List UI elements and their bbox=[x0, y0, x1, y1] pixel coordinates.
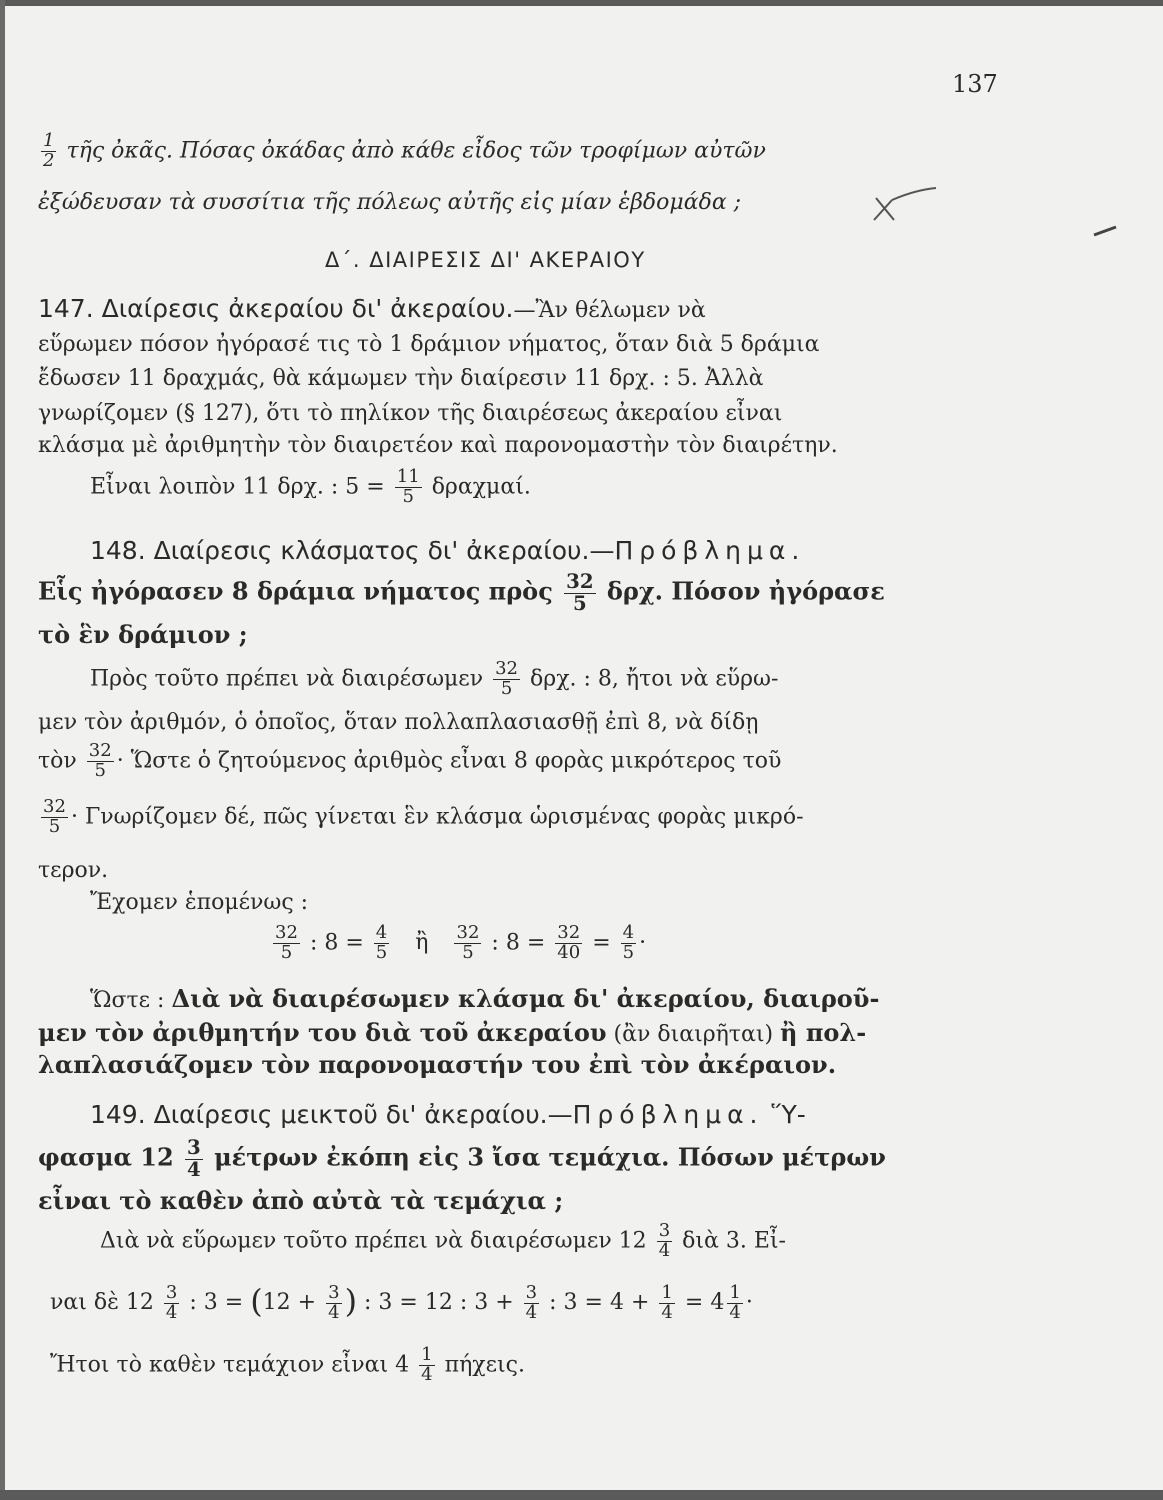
rule-text: μεν τὸν ἀριθμητήν του διὰ τοῦ ἀκεραίου bbox=[38, 1018, 607, 1047]
fraction bbox=[524, 1281, 539, 1323]
s149-problem-line-2: εἶναι τὸ καθὲν ἀπὸ αὐτὰ τὰ τεμάχια ; bbox=[38, 1186, 564, 1215]
fraction-denominator: 5 bbox=[395, 487, 422, 507]
fraction-numerator: 4 bbox=[375, 922, 388, 943]
s148-problem-line-2: τὸ ἓν δράμιον ; bbox=[38, 620, 248, 649]
text: μέτρων ἐκόπη εἰς 3 ἴσα τεμάχια. Πόσων μέτρων bbox=[214, 1142, 886, 1172]
s147-line-3: ἔδωσεν 11 δραχμάς, θὰ κάμωμεν τὴν διαίρεσιν 11 δρχ. : 5. Ἀλλὰ bbox=[38, 366, 764, 391]
text: : 8 = bbox=[309, 930, 364, 956]
text: ἢ bbox=[415, 930, 429, 956]
fraction-numerator: 3 bbox=[165, 1281, 178, 1303]
rule-line-3: λαπλασιάζομεν τὸν παρονομαστήν του ἐπὶ τὸν ἀκέραιον. bbox=[38, 1050, 837, 1079]
s148-line-p2: μεν τὸν ἀριθμόν, ὁ ὁποῖος, ὅταν πολλαπλασιασθῇ ἐπὶ 8, νὰ δίδῃ bbox=[38, 710, 759, 735]
fraction bbox=[454, 924, 481, 963]
fraction-denominator: 5 bbox=[622, 941, 635, 963]
fraction-numerator: 32 bbox=[495, 658, 519, 679]
fraction-denominator: 4 bbox=[187, 1157, 201, 1181]
text: τὸν bbox=[38, 748, 77, 774]
s148-line-p6: Ἔχομεν ἑπομένως : bbox=[90, 890, 309, 915]
fraction-denominator: 5 bbox=[454, 943, 481, 963]
s148-title: 148. Διαίρεσις κλάσματος δι' ἀκεραίου. bbox=[90, 536, 590, 565]
fraction bbox=[41, 132, 56, 171]
fraction bbox=[419, 1346, 434, 1385]
fraction bbox=[564, 572, 595, 614]
text: · bbox=[639, 930, 647, 956]
fraction bbox=[657, 1222, 672, 1261]
page-number: 137 bbox=[952, 70, 998, 98]
fraction-denominator: 4 bbox=[328, 1301, 340, 1323]
text: τῆς ὀκᾶς. Πόσας ὀκάδας ἀπὸ κάθε εἶδος τῶν τροφίμων αὐτῶν bbox=[66, 138, 766, 164]
rule-text: ἢ πολ- bbox=[780, 1018, 867, 1047]
section-heading: Δ΄. ΔΙΑΙΡΕΣΙΣ ΔΙ' ΑΚΕΡΑΙΟΥ bbox=[325, 248, 646, 272]
fraction bbox=[326, 1281, 341, 1323]
problem-label: Πρόβλημα. bbox=[572, 1100, 764, 1129]
s149-line-p1 bbox=[100, 1222, 786, 1261]
fraction bbox=[87, 742, 114, 781]
s147-line-4: γνωρίζομεν (§ 127), ὅτι τὸ πηλίκον τῆς διαιρέσεως ἀκεραίου εἶναι bbox=[38, 401, 783, 426]
fraction bbox=[374, 924, 389, 963]
text: : 8 = bbox=[491, 930, 546, 956]
handwritten-check-mark bbox=[870, 186, 940, 226]
fraction-numerator: 32 bbox=[456, 922, 480, 943]
top-line-1 bbox=[38, 132, 766, 171]
text: : 3 = 12 : 3 + bbox=[364, 1290, 514, 1315]
equation bbox=[270, 924, 646, 963]
s148-line-1: 148. Διαίρεσις κλάσματος δι' ἀκεραίου.—Πρόβλημα. bbox=[90, 536, 806, 565]
fraction-numerator: 32 bbox=[275, 922, 298, 943]
text: · Ὥστε ὁ ζητούμενος ἀριθμὸς εἶναι 8 φορὰς μικρότερος τοῦ bbox=[116, 748, 782, 774]
fraction-denominator: 40 bbox=[557, 941, 581, 963]
text: δρχ. Πόσον ἠγόρασε bbox=[606, 576, 885, 606]
fraction-denominator: 5 bbox=[273, 943, 300, 963]
paren-close: ) bbox=[344, 1282, 358, 1320]
fraction-numerator: 32 bbox=[566, 570, 594, 593]
fraction-numerator: 1 bbox=[421, 1344, 433, 1365]
s147-text: —Ἂν θέλωμεν νὰ bbox=[513, 298, 706, 323]
text: · bbox=[745, 1290, 753, 1315]
fraction bbox=[41, 798, 68, 837]
s149-line-1: 149. Διαίρεσις μεικτοῦ δι' ἀκεραίου.—Πρόβλημα. Ὕ- bbox=[90, 1100, 806, 1129]
text: διὰ 3. Εἶ- bbox=[682, 1228, 786, 1254]
text: (ἂν διαιρῆται) bbox=[613, 1022, 774, 1047]
s149-line-p3 bbox=[50, 1346, 525, 1385]
fraction-denominator: 4 bbox=[658, 1239, 671, 1261]
fraction-denominator: 5 bbox=[41, 817, 68, 837]
text: Πρὸς τοῦτο πρέπει νὰ διαιρέσωμεν bbox=[90, 666, 484, 692]
text: φασμα 12 bbox=[38, 1142, 174, 1172]
fraction-denominator: 4 bbox=[729, 1301, 741, 1323]
paren-open: ( bbox=[250, 1282, 263, 1320]
fraction bbox=[395, 468, 422, 507]
text: Διὰ νὰ εὕρωμεν τοῦτο πρέπει νὰ διαιρέσωμεν 12 bbox=[100, 1228, 647, 1254]
fraction bbox=[621, 924, 636, 963]
text: · Γνωρίζομεν δέ, πῶς γίνεται ἓν κλάσμα ὡρισμένας φορὰς μικρό- bbox=[70, 804, 804, 830]
s148-line-p4 bbox=[38, 798, 804, 837]
s148-line-p3 bbox=[38, 742, 781, 781]
fraction-numerator: 3 bbox=[658, 1220, 671, 1241]
fraction-numerator: 4 bbox=[622, 922, 635, 943]
pencil-mark bbox=[1092, 225, 1118, 237]
text: Ἤτοι τὸ καθὲν τεμάχιον εἶναι 4 bbox=[50, 1352, 410, 1378]
text: Ὥστε : bbox=[90, 988, 165, 1013]
text: πήχεις. bbox=[444, 1352, 525, 1378]
fraction-denominator: 4 bbox=[661, 1301, 673, 1323]
fraction-denominator: 5 bbox=[564, 593, 595, 615]
fraction bbox=[273, 924, 300, 963]
s147-line-2: εὕρωμεν πόσον ἠγόρασέ τις τὸ 1 δράμιον νήματος, ὅταν διὰ 5 δράμια bbox=[38, 332, 820, 357]
rule-text: Διὰ νὰ διαιρέσωμεν κλάσμα δι' ἀκεραίου, διαιροῦ- bbox=[171, 984, 880, 1013]
fraction-numerator: 32 bbox=[88, 740, 112, 761]
fraction-numerator: 3 bbox=[187, 1136, 201, 1159]
page-edge-left bbox=[0, 0, 5, 1500]
text: = 4 bbox=[684, 1290, 725, 1315]
problem-label: Πρόβλημα. bbox=[614, 536, 806, 565]
text: δρχ. : 8, ἤτοι νὰ εὕρω- bbox=[530, 666, 779, 692]
fraction-numerator: 3 bbox=[525, 1281, 538, 1303]
s149-line-p2 bbox=[50, 1282, 753, 1322]
fraction-denominator: 4 bbox=[525, 1301, 538, 1323]
text: Ὕ- bbox=[771, 1100, 806, 1129]
fraction bbox=[164, 1281, 179, 1323]
s148-line-p5: τερον. bbox=[38, 858, 109, 883]
text: : 3 = bbox=[189, 1290, 244, 1315]
fraction-numerator: 1 bbox=[43, 130, 55, 151]
rule-line-2 bbox=[38, 1018, 866, 1047]
text: : 3 = 4 + bbox=[549, 1290, 650, 1315]
text: = bbox=[592, 930, 611, 956]
text: Εἶναι λοιπὸν 11 δρχ. : 5 = bbox=[90, 474, 385, 500]
fraction-denominator: 2 bbox=[43, 149, 55, 171]
fraction-denominator: 4 bbox=[165, 1301, 178, 1323]
fraction bbox=[493, 660, 520, 699]
fraction-denominator: 5 bbox=[87, 761, 114, 781]
s149-title: 149. Διαίρεσις μεικτοῦ δι' ἀκεραίου. bbox=[90, 1100, 548, 1129]
fraction-numerator: 1 bbox=[661, 1281, 673, 1303]
fraction bbox=[185, 1138, 203, 1180]
fraction-numerator: 32 bbox=[557, 922, 581, 943]
text: δραχμαί. bbox=[431, 474, 531, 500]
text: Εἷς ἠγόρασεν 8 δράμια νήματος πρὸς bbox=[38, 576, 553, 606]
s148-line-p1 bbox=[90, 660, 778, 699]
text: ναι δὲ 12 bbox=[50, 1290, 154, 1315]
s148-problem-line-1 bbox=[38, 572, 885, 614]
fraction-denominator: 5 bbox=[493, 679, 520, 699]
s147-line-5: κλάσμα μὲ ἀριθμητὴν τὸν διαιρετέον καὶ παρονομαστὴν τὸν διαιρέτην. bbox=[38, 433, 838, 458]
fraction-numerator: 11 bbox=[396, 466, 420, 487]
s149-problem-line-1 bbox=[38, 1138, 886, 1180]
fraction-numerator: 32 bbox=[43, 796, 66, 817]
top-line-2: ἐξώδευσαν τὰ συσσίτια τῆς πόλεως αὐτῆς εἰς μίαν ἑβδομάδα ; bbox=[38, 190, 742, 215]
page-edge-top bbox=[0, 0, 1163, 6]
rule-line-1 bbox=[90, 984, 879, 1013]
fraction-denominator: 4 bbox=[421, 1363, 433, 1385]
fraction bbox=[659, 1281, 674, 1323]
fraction-denominator: 5 bbox=[375, 941, 388, 963]
fraction-numerator: 3 bbox=[328, 1281, 340, 1303]
fraction bbox=[727, 1281, 742, 1323]
text: 12 + bbox=[262, 1290, 317, 1315]
s147-line-1 bbox=[38, 294, 706, 323]
page-edge-bottom bbox=[0, 1490, 1163, 1500]
s147-title: 147. Διαίρεσις ἀκεραίου δι' ἀκεραίου. bbox=[38, 294, 514, 323]
fraction-numerator: 1 bbox=[729, 1281, 741, 1303]
fraction bbox=[555, 924, 582, 963]
s147-line-6 bbox=[90, 468, 531, 507]
